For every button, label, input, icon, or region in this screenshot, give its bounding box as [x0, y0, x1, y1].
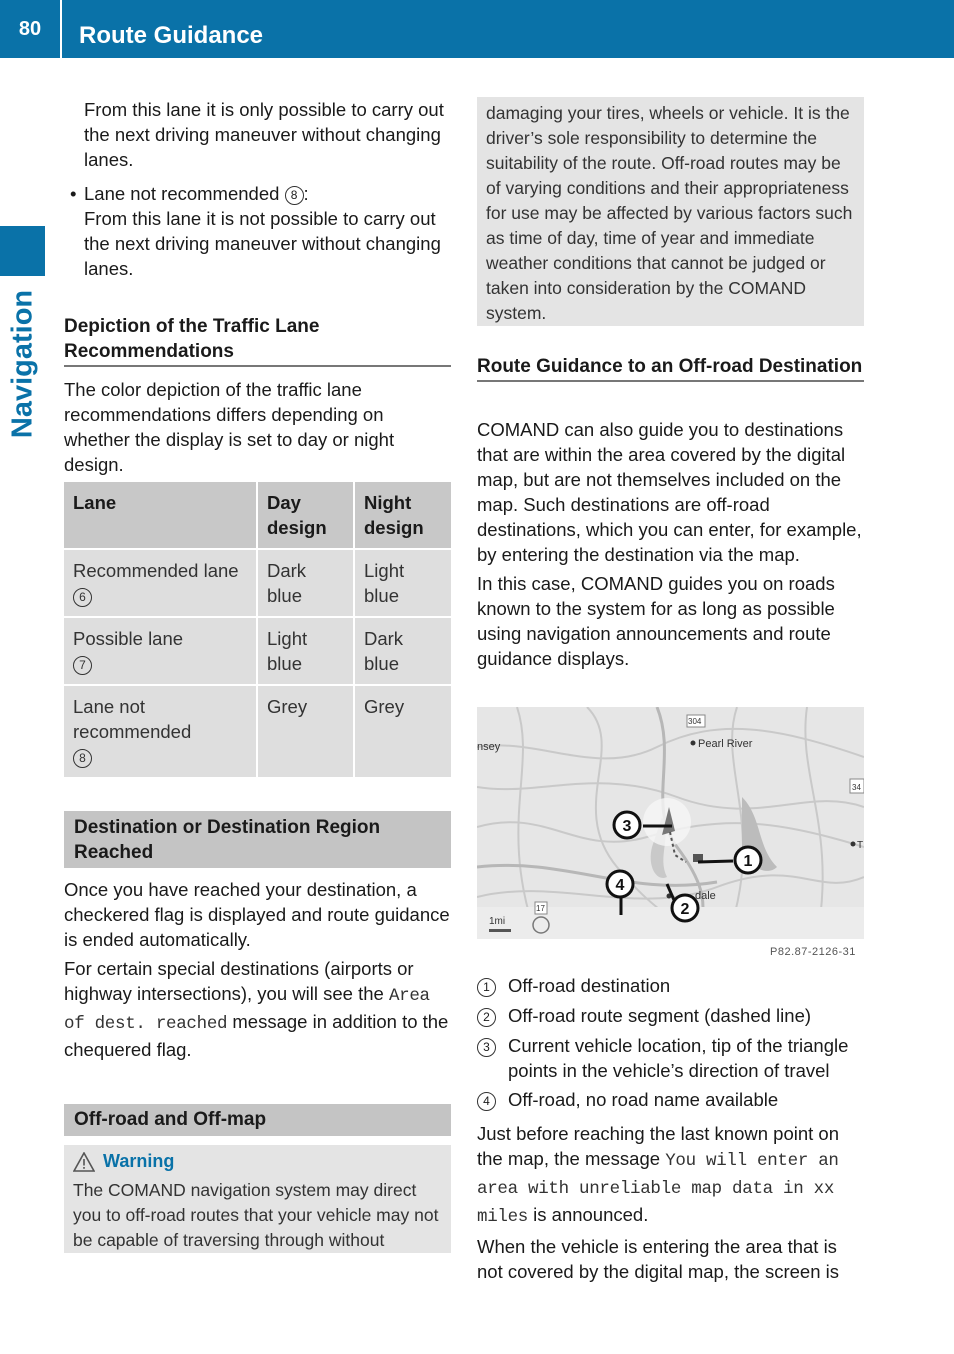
offroad-heading: Off-road and Off-map: [64, 1104, 451, 1136]
map-image: [477, 707, 864, 939]
depiction-paragraph: The color depiction of the traffic lane recommendations differs depending on whether the display is set to day or night design.: [64, 379, 395, 475]
table-row: [64, 617, 451, 685]
bullet-label: Lane not recommended: [84, 183, 280, 204]
table-cell: [64, 685, 257, 777]
final-paragraph: When the vehicle is entering the area that is not covered by the digital map, the screen is: [477, 1236, 839, 1282]
side-tab-marker: [0, 226, 45, 276]
lane-number: 8: [73, 749, 92, 768]
destination-paragraph-2: [64, 956, 451, 1062]
announcement-text-end: is announced.: [533, 1204, 649, 1225]
map-scale: 1mi: [489, 916, 506, 927]
destination-text: For certain special destinations (airports or highway intersections), you will see the: [64, 958, 414, 1004]
side-tab-label: Navigation: [6, 289, 38, 439]
chapter-title: Route Guidance: [79, 22, 264, 49]
map-callout-2: 2: [680, 901, 690, 918]
bullet-icon: •: [70, 183, 77, 204]
route-paragraph-1: COMAND can also guide you to destinations that are within the area covered by the digital map, but are not themselves included on the map. Such destinations are off-road destinations, which you can enter, for example, by entering the destination via the map.: [477, 419, 862, 565]
legend-text: Off-road, no road name available: [508, 1089, 779, 1110]
map-label-34: 34: [852, 783, 861, 792]
legend-item: [477, 973, 867, 998]
table-header: Night design: [354, 482, 451, 549]
lane-name: Possible lane: [73, 628, 184, 649]
depiction-heading: Depiction of the Traffic Lane Recommendations: [64, 314, 451, 367]
legend-text: Off-road route segment (dashed line): [508, 1005, 812, 1026]
bullet-text: From this lane it is not possible to carry out the next driving maneuver without changing lanes.: [84, 208, 441, 279]
table-cell: Light blue: [354, 549, 451, 617]
warning-continuation-text: damaging your tires, wheels or vehicle. It is the driver’s sole responsibility to determine the suitability of the route. Off-road routes may be of varying conditions and their appropriateness for use may be affected by various factors such as time of day, time of year and immediate weather conditions that cannot be judged or taken into consideration by the COMAND system.: [486, 103, 853, 323]
legend-number: 1: [477, 978, 496, 997]
legend-text: Current vehicle location, tip of the triangle points in the vehicle’s direction of travel: [508, 1035, 849, 1081]
destination-text-end: message in addition to the chequered flag.: [64, 1011, 449, 1060]
map-label-304: 304: [688, 717, 702, 726]
warning-title: Warning: [103, 1151, 175, 1171]
lane-name: Lane not recommended: [73, 696, 192, 742]
table-header: Lane: [64, 482, 257, 549]
map-label-nsey: nsey: [477, 741, 501, 753]
warning-box: [64, 1145, 451, 1253]
table-cell: [64, 617, 257, 685]
legend-text: Off-road destination: [508, 975, 671, 996]
bullet-item: • Lane not recommended 8 : From this lane it is not possible to carry out the next driving maneuver without changing lanes.: [70, 183, 441, 279]
legend-number: 2: [477, 1008, 496, 1027]
legend-number: 4: [477, 1092, 496, 1111]
table-cell: Grey: [257, 685, 354, 777]
route-paragraph-2: In this case, COMAND guides you on roads known to the system for as long as possible using navigation announcements and route guidance displays.: [477, 573, 835, 669]
map-callout-4: 4: [615, 877, 625, 894]
page-number: 80: [0, 0, 62, 58]
warning-icon: [73, 1152, 95, 1172]
announcement-text: Just before reaching the last known point on the map, the message: [477, 1123, 840, 1169]
map-legend: [477, 973, 867, 1112]
map-label-17: 17: [536, 904, 545, 913]
legend-number: 3: [477, 1038, 496, 1057]
lane-table: [64, 482, 451, 777]
table-cell: Grey: [354, 685, 451, 777]
table-cell: Light blue: [257, 617, 354, 685]
destination-paragraph: Once you have reached your destination, a checkered flag is displayed and route guidance is ended automatically.: [64, 879, 450, 950]
warning-continuation-box: [477, 97, 864, 326]
table-cell: [64, 549, 257, 617]
message-text: You will enter an area with unreliable map data in xx miles: [477, 1151, 839, 1227]
table-cell: Dark blue: [257, 549, 354, 617]
legend-item: [477, 1087, 867, 1112]
legend-item: [477, 1033, 867, 1083]
destination-heading: Destination or Destination Region Reached: [64, 811, 451, 868]
route-heading: Route Guidance to an Off-road Destination: [477, 354, 864, 382]
lane-number: 7: [73, 656, 92, 675]
lane-number: 6: [73, 588, 92, 607]
map-label-pearl-river: Pearl River: [698, 738, 753, 750]
table-header-row: [64, 482, 451, 549]
side-tab: [0, 284, 45, 444]
image-code: P82.87-2126-31: [770, 946, 856, 958]
intro-paragraph: From this lane it is only possible to carry out the next driving maneuver without changing lanes.: [84, 99, 444, 170]
map-callout-3: 3: [622, 818, 632, 835]
map-label-dale: dale: [695, 890, 716, 902]
map-label-t: T: [857, 840, 864, 851]
message-text: Area of dest. reached: [64, 986, 430, 1034]
legend-item: [477, 1003, 867, 1028]
table-header: Day design: [257, 482, 354, 549]
map-callout-1: 1: [743, 853, 753, 870]
warning-header: [73, 1149, 442, 1174]
table-row: [64, 549, 451, 617]
bullet-number: 8: [285, 186, 304, 205]
map-graphic: [477, 707, 864, 939]
warning-text: The COMAND navigation system may direct you to off-road routes that your vehicle may not be capable of traversing through without: [73, 1180, 439, 1250]
table-row: [64, 685, 451, 777]
table-cell: Dark blue: [354, 617, 451, 685]
lane-name: Recommended lane: [73, 560, 239, 581]
announcement-paragraph: [477, 1121, 867, 1230]
